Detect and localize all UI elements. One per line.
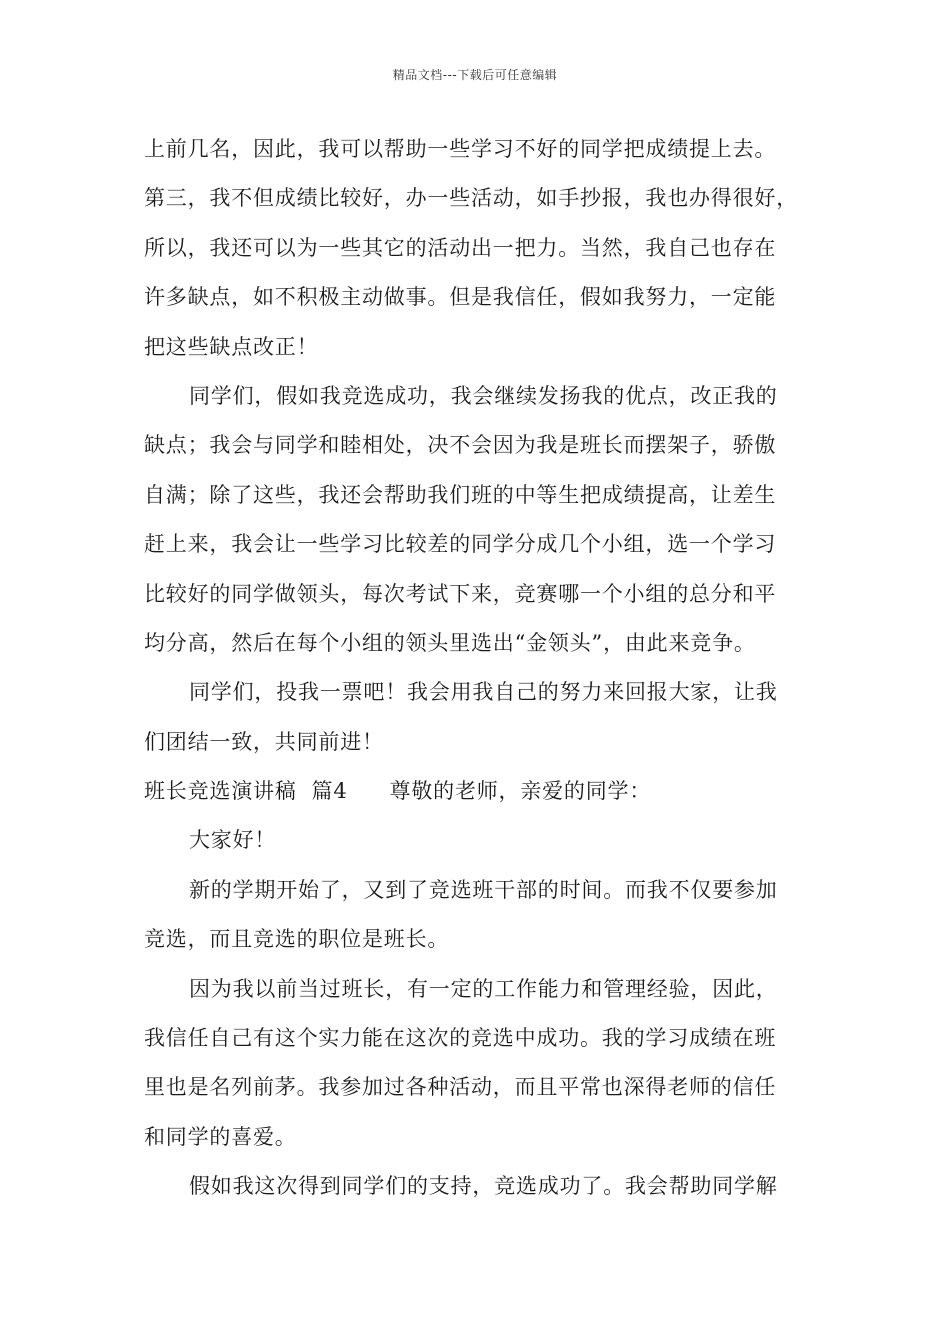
paragraph-line: 上前几名，因此，我可以帮助一些学习不好的同学把成绩提上去。 <box>144 137 777 161</box>
paragraph-line: 均分高，然后在每个小组的领头里选出“金领头”，由此来竞争。 <box>144 630 756 655</box>
paragraph-line: 赶上来，我会让一些学习比较差的同学分成几个小组，选一个学习 <box>144 532 777 557</box>
section-greeting: 尊敬的老师，亲爱的同学： <box>389 779 652 804</box>
paragraph-line: 我信任自己有这个实力能在这次的竞选中成功。我的学习成绩在班 <box>144 1026 777 1051</box>
paragraph-line: 们团结一致，共同前进！ <box>144 729 384 754</box>
paragraph-line: 同学们，投我一票吧！我会用我自己的努力来回报大家，让我 <box>189 680 778 705</box>
paragraph-line: 第三，我不但成绩比较好，办一些活动，如手抄报，我也办得很好， <box>144 186 798 211</box>
document-body <box>144 129 808 1216</box>
paragraph-line: 自满；除了这些，我还会帮助我们班的中等生把成绩提高，让差生 <box>144 482 777 507</box>
paragraph-line: 大家好！ <box>189 828 277 853</box>
paragraph-line: 假如我这次得到同学们的支持，竞选成功了。我会帮助同学解 <box>189 1174 778 1199</box>
paragraph-line: 因为我以前当过班长，有一定的工作能力和管理经验，因此， <box>189 976 778 1001</box>
paragraph-line: 把这些缺点改正！ <box>144 334 319 359</box>
section-title-line <box>144 771 808 820</box>
paragraph-line: 许多缺点，如不积极主动做事。但是我信任，假如我努力，一定能 <box>144 285 777 310</box>
section-title: 班长竞选演讲稿 篇4 <box>144 779 348 804</box>
page-header: 精品文档---下载后可任意编辑 <box>392 68 558 82</box>
paragraph-line: 同学们，假如我竞选成功，我会继续发扬我的优点，改正我的 <box>189 383 778 408</box>
paragraph-line: 比较好的同学做领头，每次考试下来，竞赛哪一个小组的总分和平 <box>144 581 777 606</box>
paragraph-line: 新的学期开始了，又到了竞选班干部的时间。而我不仅要参加 <box>189 877 778 902</box>
paragraph-line: 里也是名列前茅。我参加过各种活动，而且平常也深得老师的信任 <box>144 1075 777 1100</box>
paragraph-line: 缺点；我会与同学和睦相处，决不会因为我是班长而摆架子，骄傲 <box>144 433 777 458</box>
paragraph-line: 竞选，而且竞选的职位是班长。 <box>144 927 450 952</box>
paragraph-line: 和同学的喜爱。 <box>144 1124 297 1149</box>
paragraph-line: 所以，我还可以为一些其它的活动出一把力。当然，我自己也存在 <box>144 235 777 260</box>
